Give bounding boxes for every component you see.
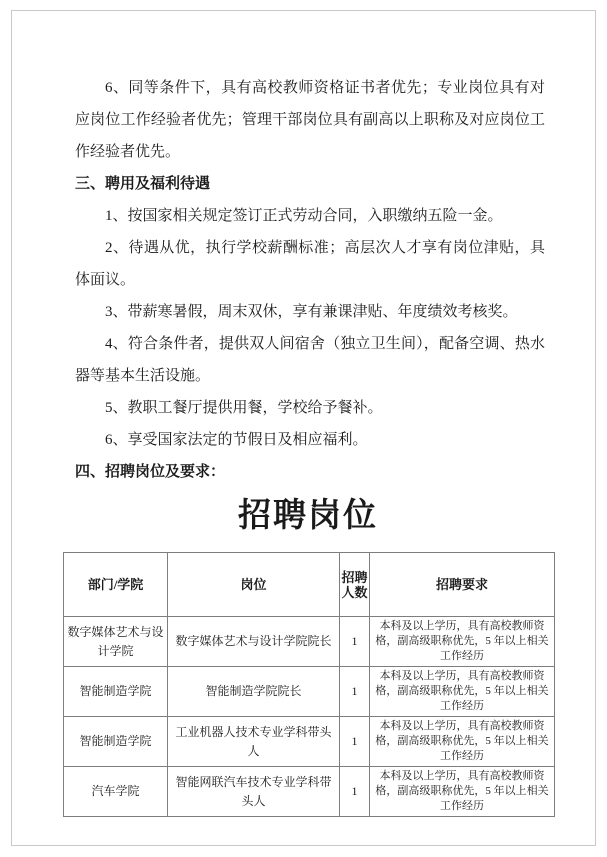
cell-department: 汽车学院 bbox=[64, 767, 168, 817]
section-heading-positions: 四、招聘岗位及要求： bbox=[75, 463, 226, 480]
cell-recruit-count: 1 bbox=[340, 717, 370, 767]
section-heading-benefits: 三、聘用及福利待遇 bbox=[75, 175, 211, 192]
table-row bbox=[64, 717, 555, 767]
cell-requirements: 本科及以上学历，具有高校教师资格，副高级职称优先，5 年以上相关工作经历 bbox=[370, 767, 555, 817]
body-text-column bbox=[75, 72, 545, 488]
cell-requirements: 本科及以上学历，具有高校教师资格，副高级职称优先，5 年以上相关工作经历 bbox=[370, 667, 555, 717]
positions-table-body bbox=[64, 617, 555, 817]
cell-position: 智能制造学院院长 bbox=[168, 667, 340, 717]
positions-table bbox=[63, 552, 555, 817]
table-row bbox=[64, 667, 555, 717]
paragraph-condition-6: 6、同等条件下，具有高校教师资格证书者优先；专业岗位具有对应岗位工作经验者优先；管理干部岗位具有副高以上职称及对应岗位工作经验者优先。 bbox=[75, 80, 545, 160]
positions-table-title: 招聘岗位 bbox=[238, 498, 378, 534]
cell-department: 数字媒体艺术与设计学院 bbox=[64, 617, 168, 667]
benefit-item-1: 1、按国家相关规定签订正式劳动合同，入职缴纳五险一金。 bbox=[105, 208, 503, 224]
benefit-item-2: 2、待遇从优，执行学校薪酬标准；高层次人才享有岗位津贴，具体面议。 bbox=[75, 240, 545, 288]
cell-department: 智能制造学院 bbox=[64, 717, 168, 767]
table-row bbox=[64, 767, 555, 817]
col-header-requirements: 招聘要求 bbox=[370, 553, 555, 617]
benefit-item-4: 4、符合条件者，提供双人间宿舍（独立卫生间），配备空调、热水器等基本生活设施。 bbox=[75, 336, 545, 384]
col-header-count: 招聘人数 bbox=[340, 553, 370, 617]
col-header-department: 部门/学院 bbox=[64, 553, 168, 617]
benefit-item-3: 3、带薪寒暑假，周末双休，享有兼课津贴、年度绩效考核奖。 bbox=[105, 304, 518, 320]
table-row bbox=[64, 617, 555, 667]
cell-requirements: 本科及以上学历，具有高校教师资格，副高级职称优先，5 年以上相关工作经历 bbox=[370, 617, 555, 667]
table-header-row bbox=[64, 553, 555, 617]
col-header-position: 岗位 bbox=[168, 553, 340, 617]
cell-recruit-count: 1 bbox=[340, 767, 370, 817]
cell-position: 工业机器人技术专业学科带头人 bbox=[168, 717, 340, 767]
benefit-item-6: 6、享受国家法定的节假日及相应福利。 bbox=[105, 432, 368, 448]
cell-recruit-count: 1 bbox=[340, 667, 370, 717]
cell-department: 智能制造学院 bbox=[64, 667, 168, 717]
benefit-item-5: 5、教职工餐厅提供用餐，学校给予餐补。 bbox=[105, 400, 383, 416]
cell-recruit-count: 1 bbox=[340, 617, 370, 667]
cell-position: 智能网联汽车技术专业学科带头人 bbox=[168, 767, 340, 817]
cell-requirements: 本科及以上学历，具有高校教师资格，副高级职称优先，5 年以上相关工作经历 bbox=[370, 717, 555, 767]
cell-position: 数字媒体艺术与设计学院院长 bbox=[168, 617, 340, 667]
